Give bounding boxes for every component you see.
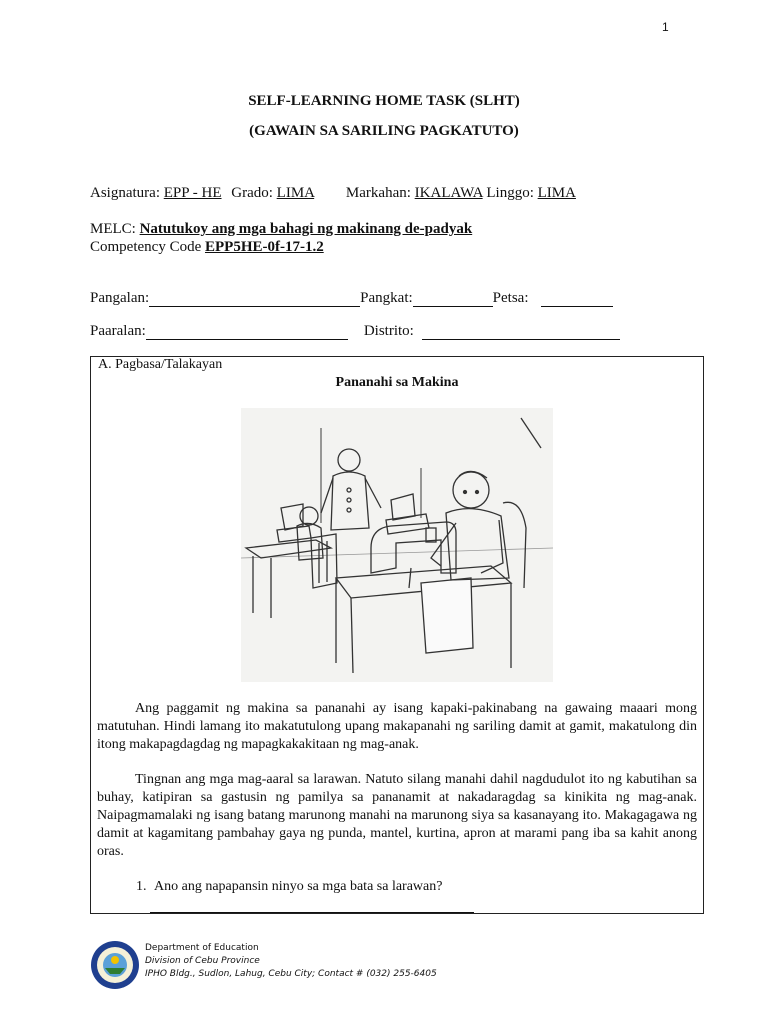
melc-value: Natutukoy ang mga bahagi ng makinang de-padyak [139, 221, 473, 237]
question-number: 1. [136, 879, 147, 894]
linggo-value: LIMA [537, 185, 576, 201]
question-text: Ano ang napapansin ninyo sa mga bata sa larawan? [154, 879, 443, 894]
footer-line-1: Department of Education [145, 943, 259, 953]
answer-line[interactable] [150, 912, 474, 913]
grado-label: Grado: [231, 185, 273, 201]
footer-address [145, 942, 437, 981]
subject-info-row [90, 185, 576, 202]
grado-value: LIMA [276, 185, 315, 201]
pangkat-label: Pangkat: [360, 290, 413, 306]
linggo-label: Linggo: [486, 185, 534, 201]
document-title: SELF-LEARNING HOME TASK (SLHT) [248, 93, 520, 109]
petsa-field[interactable] [541, 292, 613, 307]
distrito-field[interactable] [422, 325, 620, 340]
competency-row [90, 239, 324, 256]
paragraph-2 [97, 771, 697, 861]
section-title: Pananahi sa Makina [335, 375, 459, 390]
distrito-label: Distrito: [363, 323, 414, 339]
melc-row [90, 221, 472, 238]
paaralan-label: Paaralan: [90, 323, 146, 339]
paaralan-field[interactable] [146, 325, 348, 340]
pangalan-label: Pangalan: [90, 290, 150, 306]
document-subtitle: (GAWAIN SA SARILING PAGKATUTO) [249, 123, 519, 139]
asignatura-value: EPP - HE [163, 185, 222, 201]
footer-line-3: IPHO Bldg., Sudlon, Lahug, Cebu City; Contact # (032) 255-6405 [145, 969, 437, 979]
pangalan-field[interactable] [149, 292, 360, 307]
paragraph-1 [97, 700, 697, 754]
petsa-label: Petsa: [492, 290, 529, 306]
competency-value: EPP5HE-0f-17-1.2 [204, 239, 324, 255]
school-row [90, 323, 620, 340]
footer-line-2: Division of Cebu Province [145, 956, 260, 966]
pangkat-field[interactable] [413, 292, 493, 307]
paragraph-2-text: Tingnan ang mga mag-aaral sa larawan. Natuto silang manahi dahil nagdudulot ito ng kabutihan sa buhay, katipiran sa gastusin ng pamilya sa pananamit at nakadaragdag sa kinikita ng mag-anak. Naipagmamalaki ng isang batang marunong manahi na marunong siya sa kasanayang ito. Makagagawa ng damit at kagamitang pambahay gaya ng punda, mantel, kurtina, apron at marami pang iba sa kahit anong oras. [97, 772, 697, 859]
deped-seal-icon [90, 940, 140, 990]
sewing-illustration [241, 408, 553, 682]
section-label: A. Pagbasa/Talakayan [98, 357, 223, 372]
competency-label: Competency Code [90, 239, 202, 255]
asignatura-label: Asignatura: [90, 185, 160, 201]
paragraph-1-text: Ang paggamit ng makina sa pananahi ay isang kapaki-pakinabang na gawaing maaari mong matutuhan. Hindi lamang ito makatutulong upang makapanahi ng sariling damit at gamit, makatulong din itong makapagdagdag ng mapagkakakitaan ng mag-anak. [97, 701, 697, 752]
markahan-value: IKALAWA [414, 185, 483, 201]
question-1 [136, 879, 442, 895]
page-number: 1 [662, 20, 669, 34]
melc-label: MELC: [90, 221, 136, 237]
markahan-label: Markahan: [345, 185, 411, 201]
name-row [90, 290, 613, 307]
